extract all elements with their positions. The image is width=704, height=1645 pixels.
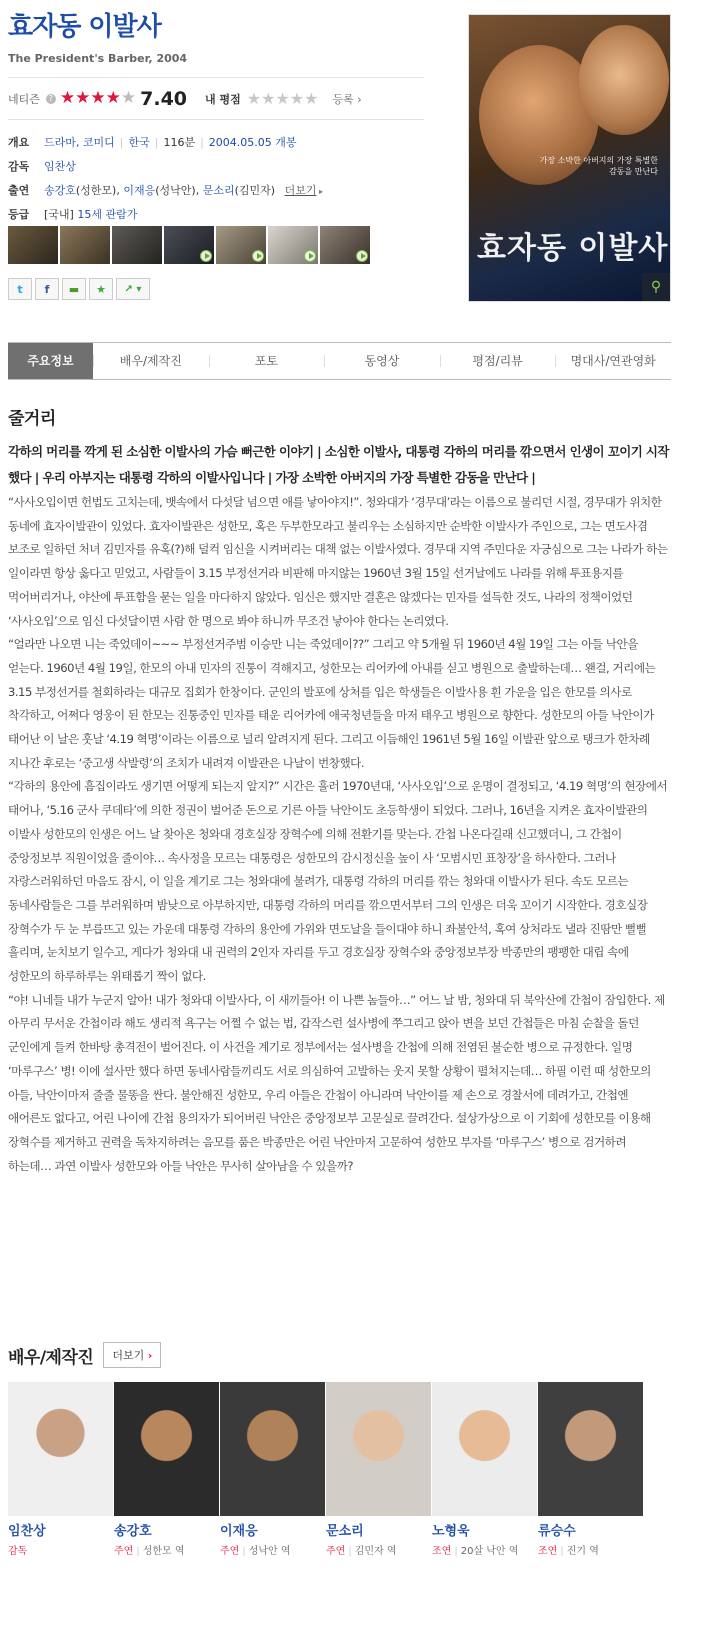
cast-link[interactable]: 송강호 (44, 184, 76, 197)
release-link[interactable]: 2004.05.05 개봉 (208, 136, 297, 149)
my-rating-stars[interactable] (247, 90, 319, 107)
english-title: The President's Barber, 2004 (8, 52, 188, 65)
video-thumbnail[interactable] (268, 226, 318, 264)
video-thumbnail[interactable] (320, 226, 370, 264)
star-icon: ★ (105, 88, 121, 108)
person-name[interactable]: 임찬상 (8, 1524, 46, 1539)
person-photo[interactable] (432, 1382, 537, 1516)
netizen-score: 7.40 (140, 87, 188, 110)
person-photo[interactable] (326, 1382, 431, 1516)
facebook-icon: f (44, 282, 50, 296)
synopsis-paragraph: “각하의 용안에 흠집이라도 생기면 어떻게 되는지 알지?” 시간은 흘러 1970년대, ‘사사오입’으로 운명이 결정되고, ‘4.19 혁명’의 현장에서 태어나, ‘5.16 군사 쿠데타’에 의한 정권이 벌어준 돈으로 기른 아들 낙안이도 초등학생이 되었다. 그러나, 16년을 지켜온 효자이발관의 이발사 성한모의 인생은 어느 날 찾아온 청와대 경호실장 장혁수에 의해 전환기를 맞는다. 간첩 나온다길래 신고했더니, 그 간첩이 중앙정보부 직원이었을 줄이야… 속사정을 모르는 대통령은 성한모의 감시정신을 높이 사 ‘모범시민 표창장’을 하사한다. 그러나 자랑스러워하던 마음도 잠시, 이 일을 계기로 그는 청와대에 불려가, 대통령 각하의 머리를 깎는 청와대 이발사가 된다. 속도 모르는 동네사람들은 그를 부러워하며 밤낮으로 아부하지만, 대통령 각하의 머리를 깎으면서부터 그의 인생은 더욱 꼬이기 시작한다. 경호실장 장혁수가 두 눈 부릅뜨고 있는 가운데 대통령 각하의 용안에 가위와 면도날을 들이대야 하니 좌불안석, 혹여 상처라도 낼라 진땀만 뻘뻘 흘리며, 눈치보기 일수고, 게다가 청와대 내 권력의 2인자 자리를 두고 경호실장 장혁수와 중앙정보부장 박종만의 팽팽한 대립 속에 성한모의 하루하루는 위태롭기 짝이 없다. (8, 779, 668, 984)
cast-crew-heading: 배우/제작진 (8, 1347, 94, 1368)
tab-main-info[interactable]: 주요정보 (8, 343, 93, 379)
star-icon: ★ (90, 88, 106, 108)
tab-reviews[interactable]: 평점/리뷰 (440, 343, 556, 379)
person-role: 주연 | 성낙안 역 (220, 1546, 291, 1557)
person-photo[interactable] (220, 1382, 325, 1516)
movie-poster[interactable] (468, 14, 671, 302)
netizen-label: 네티즌 (8, 92, 40, 106)
play-icon (252, 250, 264, 262)
synopsis-section (8, 404, 671, 1178)
netizen-stars (60, 90, 136, 107)
person-card[interactable] (538, 1382, 644, 1557)
star-icon: ★ (75, 88, 91, 108)
tab-cast-crew[interactable]: 배우/제작진 (93, 343, 209, 379)
cast-crew-more-button[interactable] (103, 1342, 161, 1368)
overview-label: 개요 (8, 136, 30, 149)
grade-row (8, 202, 424, 226)
still-thumbnail[interactable] (112, 226, 162, 264)
person-card[interactable] (8, 1382, 114, 1557)
synopsis-paragraph: “야! 니네들 내가 누군지 알아! 내가 청와대 이발사다, 이 새끼들아! 이 나쁜 놈들아…” 어느 날 밤, 청와대 뒤 북악산에 간첩이 잠입한다. 제 아무리 무서운 간첩이라 해도 생리적 욕구는 어쩔 수 없는 법, 갑작스런 설사병에 쭈그리고 앉아 변을 보던 간첩들은 마침 순찰을 돌던 군인에게 들켜 한바탕 총격전이 벌어진다. 이 사건을 계기로 정부에서는 설사병을 간첩에 의해 전염된 불순한 병으로 규정한다. 일명 ‘마루구스’ 병! 이에 설사만 했다 하면 동네사람들끼리도 서로 의심하여 고발하는 웃지 못할 상황이 펼쳐지는데… 하필 이런 때 성한모의 아들, 낙안이마저 줄줄 물똥을 싼다. 불안해진 성한모, 우리 아들은 간첩이 아니라며 낙안이를 제 손으로 경찰서에 데려가고, 간첩엔 애어른도 없다고, 어린 나이에 간첩 용의자가 되어버린 낙안은 중앙정보부 고문실로 끌려간다. 설상가상으로 이 기회에 성한모를 이용해 장혁수를 제거하고 권력을 독차지하려는 음모를 품은 박종만은 어린 낙안마저 고문하여 성한모 부자를 ‘마루구스’ 병으로 검거하려 하는데… 과연 이발사 성한모와 아들 낙안은 무사히 살아남을 수 있을까? (8, 992, 665, 1173)
poster-title: 효자동 이발사 (477, 231, 669, 266)
play-icon (304, 250, 316, 262)
person-photo[interactable] (538, 1382, 643, 1516)
question-icon[interactable]: ? (46, 94, 56, 104)
movie-header (8, 10, 424, 226)
person-name[interactable]: 노형욱 (432, 1524, 470, 1539)
star-icon[interactable]: ★ (289, 89, 305, 108)
person-name[interactable]: 문소리 (326, 1524, 364, 1539)
person-photo[interactable] (8, 1382, 113, 1516)
favorite-button[interactable] (89, 278, 113, 300)
star-icon[interactable]: ★ (275, 89, 290, 108)
overview-row: 개요 드라마, 코미디 | 한국 | 116분 | 2004.05.05 개봉 (8, 136, 297, 149)
star-icon[interactable]: ★ (304, 89, 319, 108)
cast-crew-header (8, 1342, 671, 1368)
person-role: 조연 | 20살 낙안 역 (432, 1546, 519, 1557)
still-thumbnails (8, 226, 370, 264)
person-name[interactable]: 류승수 (538, 1524, 576, 1539)
person-card[interactable] (114, 1382, 220, 1557)
person-photo[interactable] (114, 1382, 219, 1516)
runtime: 116분 (163, 136, 196, 149)
star-icon: ★ (120, 88, 137, 108)
grade-label: 등급 (8, 208, 30, 221)
grade-link[interactable]: 15세 관람가 (77, 208, 138, 221)
cast-role: (김민자) (234, 184, 276, 197)
cast-list (8, 1382, 671, 1557)
cast-role: (성한모), (75, 184, 120, 197)
cast-row: 출연 송강호(성한모), 이재응(성낙안), 문소리(김민자) 더보기 ▸ (8, 184, 324, 197)
cast-label: 출연 (8, 184, 30, 197)
synopsis-paragraph: “얼라만 나오면 니는 죽었데이~~~ 부정선거주범 이승만 니는 죽었데이??” 그리고 약 5개월 뒤 1960년 4월 19일 그는 아들 낙안을 얻는다. 1960년 4월 19일, 한모의 아내 민자의 진통이 격해지고, 성한모는 리어카에 아내를 싣고 병원으로 출발하는데… 왠걸, 거리에는 3.15 부정선거를 철회하라는 대규모 집회가 한창이다. 군인의 발포에 상처를 입은 학생들은 이발사용 흰 가운을 입은 한모를 의사로 착각하고, 어쩌다 영웅이 된 한모는 진통중인 민자를 태운 리어카에 애국청년들을 마저 태우고 병원으로 향한다. 성한모의 아들 낙안이가 태어난 이 날은 훗날 ‘4.19 혁명’이라는 이름으로 널리 알려지게 된다. 그리고 이듬해인 1961년 5월 16일 이발관 앞으로 탱크가 한차례 지나간 후로는 ‘중고생 삭발령’의 조치가 내려져 이발관은 나날이 번창했다. (8, 637, 656, 770)
director-row (8, 154, 424, 178)
still-thumbnail[interactable] (60, 226, 110, 264)
director-link[interactable]: 임찬상 (44, 160, 76, 173)
share-icon: ↗ ▾ (124, 283, 142, 295)
person-card[interactable] (220, 1382, 326, 1557)
person-card[interactable] (326, 1382, 432, 1557)
cast-link[interactable]: 이재응 (123, 184, 156, 197)
star-icon: ★ (96, 282, 106, 296)
tab-video[interactable]: 동영상 (324, 343, 440, 379)
me2day-icon: ▬ (68, 282, 80, 296)
register-rating-link[interactable]: 등록 › (332, 92, 362, 106)
poster-figure (579, 25, 669, 135)
star-icon[interactable]: ★ (261, 89, 276, 108)
person-name[interactable]: 이재응 (220, 1524, 258, 1539)
rating-row (8, 77, 424, 120)
synopsis-heading: 줄거리 (8, 409, 56, 429)
poster-tagline: 가장 소박한 아버지의 가장 특별한 감동을 만난다 (539, 156, 658, 176)
cast-more-link[interactable]: 더보기 (284, 184, 317, 197)
tab-quotes-related[interactable]: 명대사/연관영화 (555, 343, 671, 379)
facebook-share-button[interactable] (35, 278, 59, 300)
more-label: 더보기 (112, 1349, 145, 1362)
magnifier-icon[interactable]: ⚲ (642, 273, 670, 301)
person-role: 주연 | 김민자 역 (326, 1546, 397, 1557)
country-link[interactable]: 한국 (128, 136, 150, 149)
synopsis-tagline: 각하의 머리를 깍게 된 소심한 이발사의 가슴 뻐근한 이야기 | 소심한 이발사, 대통령 각하의 머리를 깎으면서 인생이 꼬이기 시작했다 | 우리 아부지는 대통령 각하의 이발사입니다 | 가장 소박한 아버지의 가장 특별한 감동을 만난다 | (8, 444, 669, 485)
star-icon[interactable]: ★ (246, 89, 262, 108)
cast-link[interactable]: 문소리 (202, 184, 235, 197)
play-icon (356, 250, 368, 262)
person-role: 감독 (8, 1546, 28, 1557)
person-role: 주연 | 성한모 역 (114, 1546, 185, 1557)
play-icon (200, 250, 212, 262)
still-thumbnail[interactable] (8, 226, 58, 264)
person-card[interactable] (432, 1382, 538, 1557)
twitter-share-button[interactable] (8, 278, 32, 300)
video-thumbnail[interactable] (216, 226, 266, 264)
chevron-right-icon: › (147, 1349, 153, 1362)
cast-crew-section (8, 1342, 671, 1557)
movie-title: 효자동 이발사 (8, 12, 161, 42)
synopsis-body (8, 491, 671, 1178)
tab-photo[interactable]: 포토 (209, 343, 325, 379)
me2day-share-button[interactable] (62, 278, 86, 300)
cast-role: (성낙안), (155, 184, 200, 197)
content-tabs (8, 342, 671, 380)
star-icon: ★ (59, 88, 76, 108)
share-more-button[interactable] (116, 278, 150, 300)
movie-info (8, 130, 424, 226)
grade-region: [국내] (44, 208, 74, 221)
person-name[interactable]: 송강호 (114, 1524, 152, 1539)
genre-link[interactable]: 드라마, 코미디 (44, 136, 115, 149)
twitter-icon: t (17, 282, 23, 296)
my-rating-label: 내 평점 (205, 92, 241, 106)
video-thumbnail[interactable] (164, 226, 214, 264)
person-role: 조연 | 진기 역 (538, 1546, 599, 1557)
share-buttons (8, 278, 150, 300)
synopsis-paragraph: “사사오입이면 헌법도 고치는데, 뱃속에서 다섯달 넘으면 애를 낳아야지!”. 청와대가 ‘경무대’라는 이름으로 불리던 시절, 경무대가 위치한 동네에 효자이발관이 있었다. 효자이발관은 성한모, 혹은 두부한모라고 불리우는 소심하지만 순박한 이발사가 주인으로, 그는 면도사겸 보조로 일하던 처녀 김민자를 유혹(?)해 덜컥 임신을 시켜버리는 대책 없는 이발사였다. 경무대 지역 주민다운 자긍심으로 그는 나라가 하는 일이라면 항상 옳다고 믿었고, 사람들이 3.15 부정선거라 비판해 마지않는 1960년 3월 15일 선거날에도 나라를 위해 투표용지를 먹어버리거나, 야산에 투표함을 묻는 일을 마다하지 않았다. 임신은 했지만 결혼은 않겠다는 민자를 설득한 것도, 나라의 정책이었던 ‘사사오입’으로 임신 다섯달이면 사람 한 명으로 봐야 하니까 무조건 낳아야 한다는 논리였다. (8, 495, 668, 628)
director-label: 감독 (8, 160, 30, 173)
